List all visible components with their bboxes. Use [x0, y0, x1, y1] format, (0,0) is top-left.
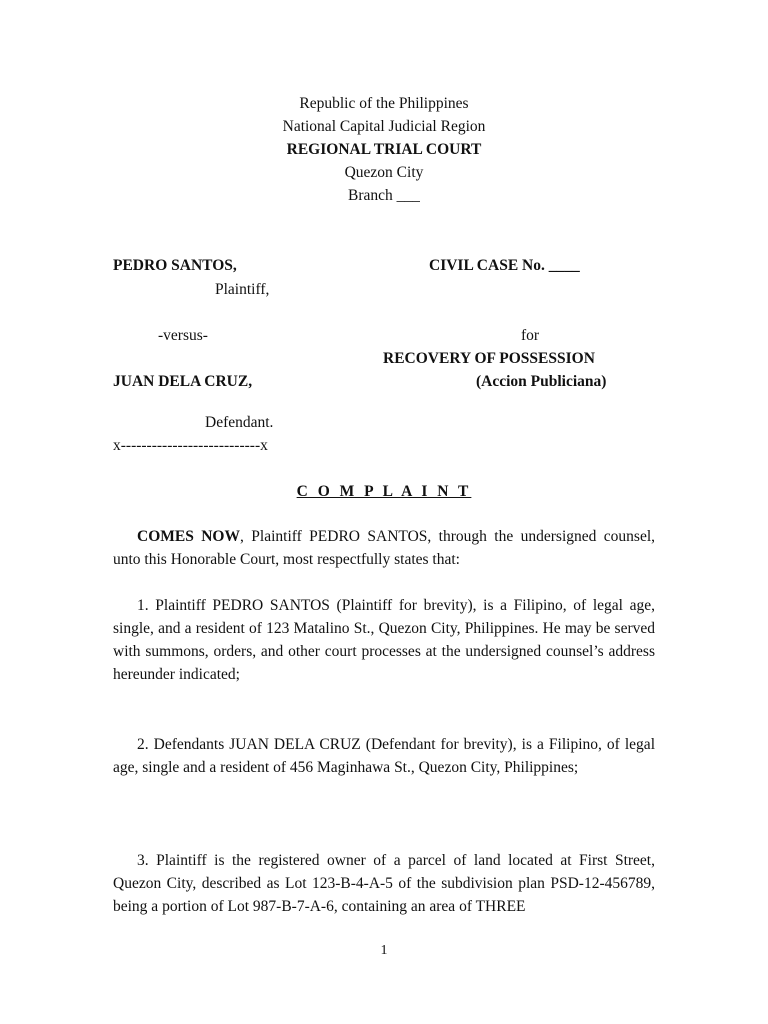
page-number: 1	[380, 943, 388, 958]
paragraph-3-text: 3. Plaintiff is the registered owner of a parcel of land located at First Street, Quezon City, described as Lot 123-B-4-A-5 of the subdivision plan PSD-12-456789, being a portion of Lot 987-B-7-A-6, containing an area of THREE	[113, 852, 655, 915]
paragraph-3	[113, 849, 655, 918]
plaintiff-name: PEDRO SANTOS,	[113, 257, 237, 274]
case-type: RECOVERY OF POSSESSION	[383, 350, 595, 367]
civil-case-number: CIVIL CASE No. ____	[429, 257, 580, 274]
case-for-label: for	[521, 327, 540, 344]
header-city: Quezon City	[344, 164, 424, 181]
header-line-region: National Capital Judicial Region	[282, 118, 486, 135]
paragraph-1-text: 1. Plaintiff PEDRO SANTOS (Plaintiff for brevity), is a Filipino, of legal age, single, and a resident of 123 Matalino St., Quezon City, Philippines. He may be served with summons, orders, and other court processes at the undersigned counsel’s address hereunder indicated;	[113, 597, 655, 683]
paragraph-2	[113, 733, 655, 779]
header-court-name: REGIONAL TRIAL COURT	[286, 141, 482, 158]
header-branch: Branch ___	[348, 187, 420, 204]
paragraph-2-text: 2. Defendants JUAN DELA CRUZ (Defendant for brevity), is a Filipino, of legal age, single and a resident of 456 Maginhawa St., Quezon City, Philippines;	[113, 736, 655, 776]
document-title: C O M P L A I N T	[296, 483, 472, 500]
intro-lead: COMES NOW	[137, 528, 240, 545]
plaintiff-role: Plaintiff,	[215, 281, 270, 298]
caption-divider: x---------------------------x	[113, 437, 268, 454]
versus-label: -versus-	[158, 327, 208, 344]
defendant-name: JUAN DELA CRUZ,	[113, 373, 253, 390]
case-subtype: (Accion Publiciana)	[476, 373, 607, 390]
header-line-republic: Republic of the Philippines	[299, 95, 469, 112]
intro-text: , Plaintiff PEDRO SANTOS, through the undersigned counsel, unto this Honorable Court, most respectfully states that:	[113, 528, 656, 568]
defendant-role: Defendant.	[205, 414, 274, 431]
paragraph-1	[113, 594, 655, 686]
intro-paragraph	[113, 525, 655, 571]
